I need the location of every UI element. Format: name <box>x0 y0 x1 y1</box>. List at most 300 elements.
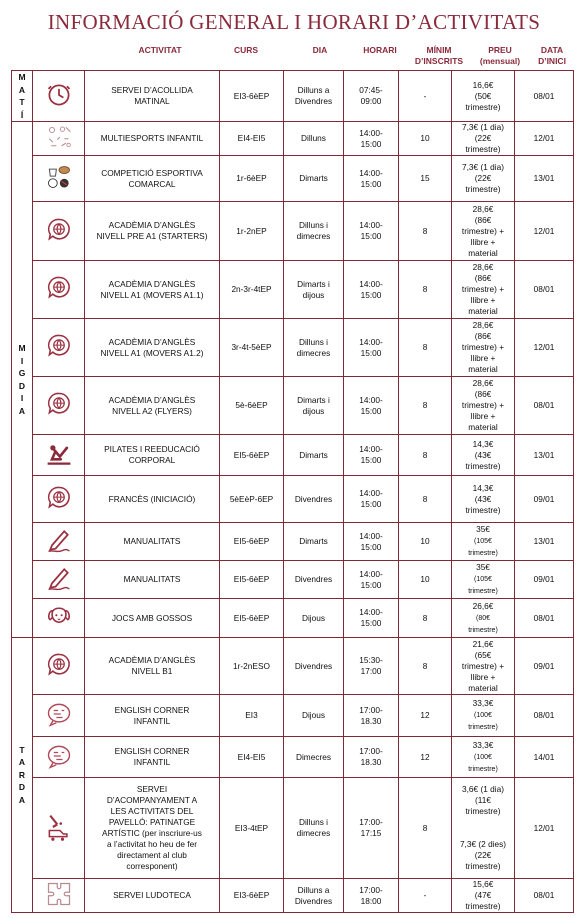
row-icon-cell <box>33 261 85 319</box>
header-preu-1: PREU <box>488 45 512 55</box>
price-line: 7,3€ (2 dies) <box>459 839 507 849</box>
row-icon-cell <box>33 599 85 638</box>
price-cell <box>452 156 515 202</box>
price-line: (80€ <box>475 614 490 622</box>
section-letter: R <box>18 769 26 780</box>
row-icon-cell <box>33 695 85 737</box>
price-line: (43€ <box>474 493 492 504</box>
activity-line: MANUALITATS <box>123 574 181 584</box>
schedule-line: 17:00- <box>359 746 383 756</box>
schedule-line: 15:00 <box>360 579 382 590</box>
price-line: trimestre) <box>468 626 498 634</box>
day-line: Divendres <box>294 96 333 106</box>
activity-line: MANUALITATS <box>123 536 181 546</box>
price-line: (86€ <box>474 389 492 399</box>
course-cell: EI3-6èEP <box>220 71 284 122</box>
schedule-line: 14:00- <box>359 530 383 541</box>
schedule-line: 18.30 <box>360 757 382 767</box>
price-cell <box>452 319 515 377</box>
activity-line: ACADÈMIA D’ANGLÈS <box>108 655 196 665</box>
price-cell <box>452 879 515 913</box>
price-line: trimestre) <box>465 504 501 515</box>
activity-line: SERVEI LUDOTECA <box>113 890 191 900</box>
schedule-line: 07:45- <box>359 85 383 95</box>
price-line: 33,3€ <box>472 739 494 750</box>
price-line: llibre + <box>470 295 496 305</box>
header-horari: HORARI <box>363 45 397 55</box>
activity-line: PAVELLÓ: PATINATGE <box>108 817 196 827</box>
header-activitat: ACTIVITAT <box>138 45 182 55</box>
day-line: Divendres <box>294 895 333 906</box>
price-cell <box>452 476 515 523</box>
header-preu <box>472 45 528 67</box>
section-mati <box>12 71 33 122</box>
price-cell <box>452 638 515 695</box>
price-line: (86€ <box>474 273 492 283</box>
schedule-cell <box>344 261 399 319</box>
dog-icon <box>45 603 73 631</box>
price-line: 3,6€ (1 dia) <box>462 784 504 794</box>
activity-line: NIVELL B1 <box>131 666 173 676</box>
activity-cell <box>85 523 220 561</box>
table-row <box>12 377 574 435</box>
price-line: 35€ <box>476 524 490 534</box>
price-line: 28,6€ <box>472 320 494 330</box>
day-cell <box>284 638 344 695</box>
schedule-line: 14:00- <box>359 394 383 405</box>
pencil-icon <box>45 526 73 554</box>
price-line: trimestre) <box>468 550 498 557</box>
price-line: (86€ <box>474 331 492 341</box>
row-icon-cell <box>33 638 85 695</box>
activity-line: LES ACTIVITATS DEL <box>110 806 194 816</box>
row-icon-cell <box>33 561 85 599</box>
activity-line: NIVELL PRE A1 (STARTERS) <box>96 231 208 241</box>
sports-icon <box>45 123 73 151</box>
table-row <box>12 737 574 778</box>
minimum-cell: - <box>399 71 452 122</box>
day-cell <box>284 737 344 778</box>
schedule-line: 17:00 <box>360 666 382 676</box>
activity-cell <box>85 778 220 879</box>
activity-line: ACADÈMIA D’ANGLÈS <box>108 220 196 230</box>
price-line: 28,6€ <box>472 378 494 388</box>
schedule-line: 14:00- <box>359 220 383 230</box>
section-letter: M <box>18 72 26 82</box>
price-line: 28,6€ <box>472 262 494 272</box>
day-cell <box>284 261 344 319</box>
price-line: 28,6€ <box>472 203 494 214</box>
schedule-cell <box>344 778 399 879</box>
day-cell <box>284 476 344 523</box>
section-letter: A <box>18 757 26 768</box>
price-line: material <box>468 306 498 316</box>
activity-line: SERVEI D’ACOLLIDA <box>111 85 193 95</box>
price-line: (22€ <box>474 850 492 860</box>
price-line: trimestre) <box>468 765 498 773</box>
schedule-cell <box>344 71 399 122</box>
minimum-cell: 8 <box>399 261 452 319</box>
price-cell <box>452 695 515 737</box>
price-line: (43€ <box>474 449 492 460</box>
course-cell: EI5-6èEP <box>220 523 284 561</box>
schedule-cell <box>344 435 399 476</box>
day-line: dimecres <box>296 231 331 241</box>
day-line: Dimarts <box>299 173 328 183</box>
price-line: trimestre) <box>465 901 501 911</box>
day-cell <box>284 377 344 435</box>
table-row <box>12 319 574 377</box>
schedule-line: 14:00- <box>359 336 383 347</box>
course-cell: 1r-6èEP <box>220 156 284 202</box>
day-cell <box>284 778 344 879</box>
activity-cell <box>85 435 220 476</box>
table-row <box>12 202 574 261</box>
table-row <box>12 778 574 879</box>
row-icon-cell <box>33 737 85 778</box>
price-line: material <box>468 682 498 693</box>
activity-line: ACADÈMIA D’ANGLÈS <box>108 394 196 405</box>
day-line: Dimarts <box>299 536 328 546</box>
schedule-line: 15:00 <box>360 138 382 149</box>
start-date-cell: 09/01 <box>515 561 574 599</box>
price-line: (22€ <box>474 133 492 143</box>
section-migdia <box>12 122 33 638</box>
start-date-cell: 12/01 <box>515 319 574 377</box>
header-data-1: DATA <box>540 45 564 55</box>
price-line: trimestre) <box>468 724 498 731</box>
course-cell: 5èEèP-6EP <box>220 476 284 523</box>
language-icon <box>45 216 73 244</box>
price-line: 7,3€ (1 dia) <box>462 162 504 172</box>
activity-cell <box>85 695 220 737</box>
table-row <box>12 122 574 156</box>
pilates-icon <box>45 440 73 468</box>
minimum-cell: - <box>399 879 452 913</box>
minimum-cell: 12 <box>399 695 452 737</box>
day-line: Dijous <box>301 612 326 623</box>
section-letter: A <box>18 794 26 805</box>
day-line: Dilluns a <box>297 884 330 895</box>
activity-line: FRANCÈS (INICIACIÓ) <box>108 493 196 504</box>
course-cell: 1r-2nEP <box>220 202 284 261</box>
header-preu-2: (mensual) <box>479 56 521 66</box>
schedule-cell <box>344 523 399 561</box>
day-line: Dilluns i <box>298 817 329 827</box>
chat-icon <box>45 742 73 770</box>
activity-line: ACADÈMIA D’ANGLÈS <box>108 278 196 289</box>
section-letter: G <box>18 368 26 378</box>
activity-cell <box>85 156 220 202</box>
start-date-cell: 13/01 <box>515 435 574 476</box>
schedule-line: 15:00 <box>360 455 382 465</box>
activity-cell <box>85 476 220 523</box>
activity-line: COMARCAL <box>128 178 176 189</box>
day-line: dijous <box>302 289 325 300</box>
minimum-cell: 8 <box>399 778 452 879</box>
table-row <box>12 476 574 523</box>
puzzle-icon <box>45 880 73 908</box>
header-curs: CURS <box>233 45 259 55</box>
price-line: trimestre) + <box>461 660 505 671</box>
day-cell <box>284 156 344 202</box>
section-letter: Í <box>20 109 24 120</box>
start-date-cell: 12/01 <box>515 778 574 879</box>
day-line: dimecres <box>296 347 331 358</box>
day-line: Dijous <box>301 710 326 720</box>
activity-cell <box>85 561 220 599</box>
course-cell: EI5-6èEP <box>220 599 284 638</box>
schedule-cell <box>344 561 399 599</box>
activity-line: ARTÍSTIC (per inscriure-us <box>102 828 202 838</box>
schedule-line: 18:00 <box>360 895 382 906</box>
table-row <box>12 523 574 561</box>
day-cell <box>284 599 344 638</box>
minimum-cell: 10 <box>399 122 452 156</box>
start-date-cell: 08/01 <box>515 879 574 913</box>
day-cell <box>284 435 344 476</box>
price-line: (105€ <box>474 538 492 545</box>
header-data <box>533 45 571 67</box>
header-minim-2: D’INSCRITS <box>414 56 464 66</box>
start-date-cell: 08/01 <box>515 695 574 737</box>
table-row <box>12 879 574 913</box>
course-cell: 2n-3r-4tEP <box>220 261 284 319</box>
price-line: trimestre) <box>468 588 498 595</box>
activity-line: CORPORAL <box>128 455 176 465</box>
activity-line: INFANTIL <box>133 715 171 726</box>
price-cell <box>452 435 515 476</box>
schedule-cell <box>344 737 399 778</box>
schedule-cell <box>344 599 399 638</box>
row-icon-cell <box>33 156 85 202</box>
activity-cell <box>85 377 220 435</box>
price-line: (11€ <box>475 795 491 805</box>
schedule-cell <box>344 377 399 435</box>
course-cell: EI5-6èEP <box>220 561 284 599</box>
minimum-cell: 10 <box>399 561 452 599</box>
minimum-cell: 8 <box>399 202 452 261</box>
activity-cell <box>85 599 220 638</box>
price-line: 26,6€ <box>472 600 494 611</box>
table-row <box>12 156 574 202</box>
day-line: dimecres <box>296 828 331 838</box>
minimum-cell: 12 <box>399 737 452 778</box>
schedule-cell <box>344 122 399 156</box>
day-line: Dilluns a <box>297 85 330 95</box>
section-letter: T <box>19 744 25 755</box>
price-line: trimestre) <box>465 806 501 816</box>
day-line: Dilluns i <box>298 220 329 230</box>
row-icon-cell <box>33 879 85 913</box>
schedule-cell <box>344 695 399 737</box>
activity-line: directament al club <box>117 850 187 860</box>
activity-line: COMPETICIÓ ESPORTIVA <box>101 167 203 178</box>
schedule-line: 17:00- <box>359 817 383 827</box>
activity-line: SERVEI <box>136 784 168 794</box>
table-row <box>12 561 574 599</box>
activity-line: JOCS AMB GOSSOS <box>111 612 193 623</box>
activity-line: ENGLISH CORNER <box>114 746 190 756</box>
price-cell <box>452 377 515 435</box>
price-line: trimestre) <box>465 101 501 112</box>
activity-cell <box>85 202 220 261</box>
price-line: 15,6€ <box>472 879 494 889</box>
course-cell: EI3 <box>220 695 284 737</box>
day-cell <box>284 561 344 599</box>
course-cell: EI4-EI5 <box>220 737 284 778</box>
course-cell: 5è-6èEP <box>220 377 284 435</box>
price-line: (105€ <box>474 576 492 583</box>
schedule-line: 14:00- <box>359 167 383 178</box>
section-letter: I <box>20 393 24 403</box>
day-cell <box>284 202 344 261</box>
course-cell: EI4-EI5 <box>220 122 284 156</box>
start-date-cell: 08/01 <box>515 599 574 638</box>
row-icon-cell <box>33 778 85 879</box>
schedule-line: 14:00- <box>359 568 383 579</box>
day-line: Dimarts i <box>297 394 330 405</box>
schedule-cell <box>344 202 399 261</box>
section-tarda <box>12 638 33 913</box>
price-line: trimestre) + <box>461 342 505 352</box>
activity-line: MATINAL <box>134 96 170 106</box>
day-cell <box>284 71 344 122</box>
minimum-cell: 8 <box>399 599 452 638</box>
price-cell <box>452 561 515 599</box>
minimum-cell: 8 <box>399 377 452 435</box>
language-icon <box>45 274 73 302</box>
section-letter: D <box>18 782 26 793</box>
activity-cell <box>85 638 220 695</box>
row-icon-cell <box>33 71 85 122</box>
day-cell <box>284 523 344 561</box>
day-line: Dimarts <box>299 449 328 460</box>
schedule-line: 14:00- <box>359 444 383 454</box>
start-date-cell: 14/01 <box>515 737 574 778</box>
activity-line: NIVELL A1 (MOVERS A1.2) <box>100 347 204 358</box>
price-line: 7,3€ (1 dia) <box>462 122 504 132</box>
price-line: material <box>468 364 498 374</box>
activity-line: NIVELL A1 (MOVERS A1.1) <box>100 289 204 300</box>
start-date-cell: 13/01 <box>515 156 574 202</box>
row-icon-cell <box>33 319 85 377</box>
price-cell <box>452 202 515 261</box>
table-row <box>12 71 574 122</box>
price-cell <box>452 778 515 879</box>
minimum-cell: 8 <box>399 435 452 476</box>
schedule-cell <box>344 476 399 523</box>
schedule-line: 15:00 <box>360 289 382 300</box>
activity-line: MULTIESPORTS INFANTIL <box>100 133 204 143</box>
row-icon-cell <box>33 435 85 476</box>
section-letter: D <box>18 380 26 391</box>
price-line: (50€ <box>474 90 492 101</box>
day-line: Divendres <box>294 660 333 671</box>
day-cell <box>284 122 344 156</box>
header-data-2: D’INICI <box>538 56 566 66</box>
language-icon <box>45 484 73 512</box>
skate-icon <box>45 813 73 841</box>
price-line: material <box>468 247 498 258</box>
price-line: 21,6€ <box>472 638 494 649</box>
schedule-line: 17:00- <box>359 884 383 895</box>
price-line: trimestre) + <box>461 225 505 236</box>
activity-line: NIVELL A2 (FLYERS) <box>112 405 192 416</box>
activity-cell <box>85 879 220 913</box>
section-letter: I <box>20 355 24 366</box>
schedule-cell <box>344 319 399 377</box>
table-row <box>12 599 574 638</box>
row-icon-cell <box>33 122 85 156</box>
price-line: trimestre) + <box>461 400 505 410</box>
price-line: trimestre) <box>465 460 501 471</box>
schedule-line: 15:00 <box>360 178 382 189</box>
day-line: Dimecres <box>295 751 332 762</box>
activity-cell <box>85 319 220 377</box>
schedule-table <box>11 70 574 913</box>
clock-icon <box>45 81 73 109</box>
balls-icon <box>45 163 73 191</box>
row-icon-cell <box>33 476 85 523</box>
schedule-line: 17:15 <box>360 828 382 838</box>
price-cell <box>452 523 515 561</box>
day-line: Dimarts i <box>297 278 330 289</box>
schedule-line: 09:00 <box>360 96 382 106</box>
price-line: (100€ <box>474 753 492 761</box>
schedule-line: 14:00- <box>359 127 383 138</box>
course-cell: 3r-4t-5èEP <box>220 319 284 377</box>
price-line: material <box>468 422 498 432</box>
course-cell: EI3-6èEP <box>220 879 284 913</box>
activity-cell <box>85 122 220 156</box>
schedule-line: 14:00- <box>359 278 383 289</box>
language-icon <box>45 651 73 679</box>
row-icon-cell <box>33 377 85 435</box>
price-line: trimestre) <box>465 144 501 154</box>
schedule-line: 14:00- <box>359 607 383 617</box>
price-line: (65€ <box>474 649 492 660</box>
pencil-icon <box>45 564 73 592</box>
day-cell <box>284 879 344 913</box>
price-line: llibre + <box>470 353 496 363</box>
section-letter: T <box>19 97 25 107</box>
row-icon-cell <box>33 523 85 561</box>
schedule-line: 15:00 <box>360 499 382 509</box>
price-cell <box>452 71 515 122</box>
price-line: (86€ <box>474 214 492 225</box>
price-line: 14,3€ <box>472 482 494 493</box>
schedule-cell <box>344 156 399 202</box>
price-cell <box>452 599 515 638</box>
header-minim-1: MÍNIM <box>426 45 452 55</box>
price-cell <box>452 261 515 319</box>
activity-line: corresponent) <box>126 861 178 871</box>
language-icon <box>45 390 73 418</box>
day-cell <box>284 319 344 377</box>
course-cell: EI5-6èEP <box>220 435 284 476</box>
price-line: 16,6€ <box>472 79 494 90</box>
price-line: (100€ <box>474 712 492 719</box>
minimum-cell: 8 <box>399 476 452 523</box>
minimum-cell: 15 <box>399 156 452 202</box>
activity-line: a l’activitat ho heu de fer <box>107 839 197 849</box>
price-line: (47€ <box>474 890 492 900</box>
price-line: 35€ <box>476 562 490 572</box>
price-line: trimestre) <box>465 184 501 194</box>
price-line: llibre + <box>470 411 496 421</box>
chat-icon <box>45 700 73 728</box>
